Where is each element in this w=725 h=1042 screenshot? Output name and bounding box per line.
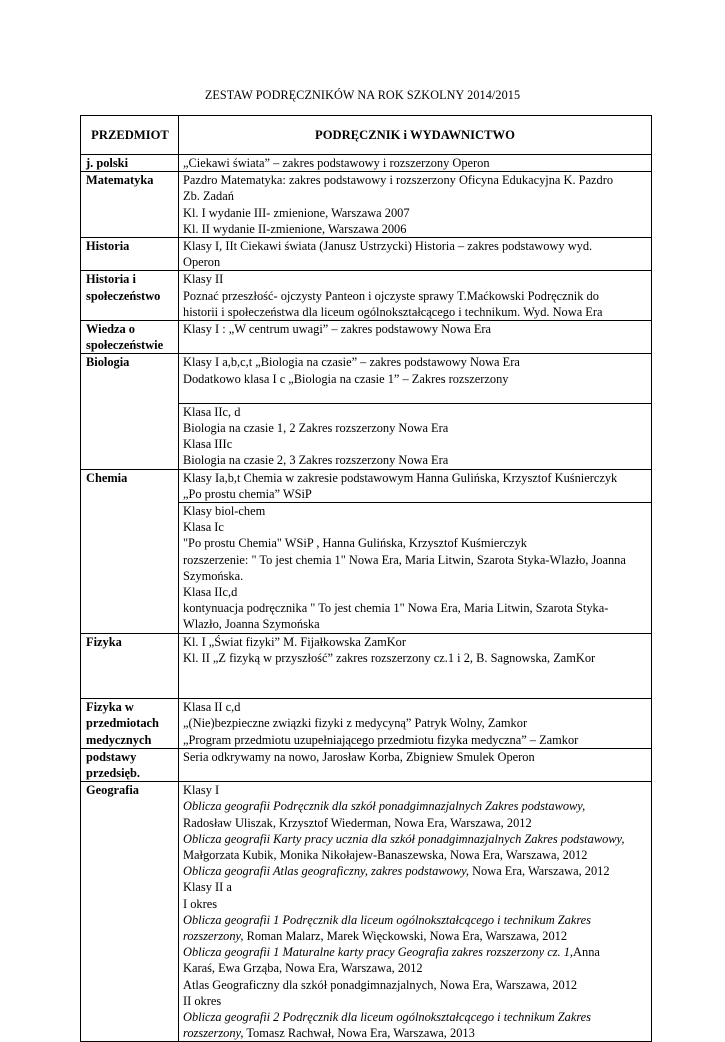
book-authors: Tomasz Rachwał, Nowa Era, Warszawa, 2013	[243, 1026, 475, 1041]
book-line: „Po prostu chemia” WSiP	[183, 486, 312, 501]
table-row-biologia	[81, 354, 652, 403]
book-line: Dodatkowo klasa I c „Biologia na czasie 1” – Zakres rozszerzony	[183, 371, 509, 386]
book-title: Oblicza geografii 2 Podręcznik dla liceum ogólnokształcącego i technikum Zakres	[183, 1009, 592, 1024]
book-line: Biologia na czasie 2, 3 Zakres rozszerzony Nowa Era	[183, 453, 449, 468]
book-line: Klasa II c,d	[183, 700, 241, 715]
book-line: Radosław Uliszak, Krzysztof Wiederman, Nowa Era, Warszawa, 2012	[183, 815, 532, 830]
book-line: Małgorzata Kubik, Monika Nikołajew-Banaszewska, Nowa Era, Warszawa, 2012	[183, 847, 588, 862]
book-line: Szymońska.	[183, 568, 244, 583]
book-line: I okres	[183, 896, 218, 911]
book-line: Wlazło, Joanna Szymońska	[183, 617, 320, 632]
table-row-podstawy-przedsiebiorczosci	[81, 748, 652, 781]
books-cell	[179, 699, 652, 749]
books-cell	[179, 633, 652, 698]
book-line	[183, 1025, 647, 1041]
subject-label: Chemia	[86, 470, 128, 485]
subject-label: Geografia	[86, 783, 139, 798]
header-subject: PRZEDMIOT	[81, 116, 179, 155]
books-cell	[179, 782, 652, 1042]
book-line: II okres	[183, 993, 222, 1008]
book-line	[183, 831, 647, 847]
table-row-wiedza-o-spoleczenstwie	[81, 321, 652, 354]
book-line: Klasy I a,b,c,t „Biologia na czasie” – zakres podstawowy Nowa Era	[183, 355, 520, 370]
book-publisher: Nowa Era, Warszawa, 2012	[469, 864, 610, 879]
book-title: Oblicza geografii 1 Maturalne karty pracy Geografia zakres rozszerzony cz. 1,	[183, 945, 574, 960]
subject-cell	[81, 699, 179, 749]
blank-line	[183, 666, 647, 682]
page-title: ZESTAW PODRĘCZNIKÓW NA ROK SZKOLNY 2014/2015	[204, 88, 521, 102]
table-row-fizyka	[81, 633, 652, 698]
book-line: Karaś, Ewa Grząba, Nowa Era, Warszawa, 2012	[183, 961, 423, 976]
books-cell	[179, 172, 652, 238]
book-line: „Program przedmiotu uzupełniającego przedmiotu fizyka medyczna” – Zamkor	[183, 732, 579, 747]
subject-label: j. polski	[86, 156, 129, 170]
subject-label: Fizyka w	[86, 700, 134, 715]
book-line: Biologia na czasie 1, 2 Zakres rozszerzony Nowa Era	[183, 421, 449, 436]
book-line: Klasy II	[183, 272, 224, 287]
book-line	[183, 912, 647, 928]
book-line: Seria odkrywamy na nowo, Jarosław Korba, Zbigniew Smulek Operon	[183, 749, 535, 764]
book-title: rozszerzony,	[183, 1026, 244, 1041]
table-row-historia-i-spoleczenstwo	[81, 271, 652, 321]
book-line: Klasy II a	[183, 880, 232, 895]
table-row-chemia	[81, 469, 652, 502]
table-row-historia	[81, 238, 652, 271]
book-line: Poznać przeszłość- ojczysty Panteon i ojczyste sprawy T.Maćkowski Podręcznik do	[183, 288, 599, 303]
book-line: „(Nie)bezpieczne związki fizyki z medycyną” Patryk Wolny, Zamkor	[183, 716, 528, 731]
subject-label: medycznych	[86, 732, 152, 747]
book-title: Oblicza geografii 1 Podręcznik dla liceum ogólnokształcącego i technikum Zakres	[183, 912, 592, 927]
subject-cell	[81, 238, 179, 271]
subject-label: Historia	[86, 239, 130, 254]
book-line: Kl. I „Świat fizyki” M. Fijałkowska ZamKor	[183, 634, 406, 649]
book-line: Kl. II wydanie II-zmienione, Warszawa 2006	[183, 221, 407, 236]
book-line: Klasa IIIc	[183, 437, 233, 452]
book-line: Atlas Geograficzny dla szkół ponadgimnazjalnych, Nowa Era, Warszawa, 2012	[183, 977, 578, 992]
subject-cell	[81, 469, 179, 633]
book-title: rozszerzony,	[183, 928, 244, 943]
books-cell	[179, 321, 652, 354]
subject-cell	[81, 155, 179, 172]
book-line: Klasy I	[183, 783, 220, 798]
book-line: „Ciekawi świata” – zakres podstawowy i rozszerzony Operon	[183, 156, 490, 170]
book-title: Oblicza geografii Podręcznik dla szkół ponadgimnazjalnych Zakres podstawowy,	[183, 799, 586, 814]
subject-label: przedmiotach	[86, 716, 159, 731]
book-line: Operon	[183, 255, 221, 270]
books-cell	[179, 155, 652, 172]
subject-label: przedsięb.	[86, 765, 141, 780]
book-line: Klasy Ia,b,t Chemia w zakresie podstawowym Hanna Gulińska, Krzysztof Kuśnierczyk	[183, 470, 618, 485]
book-line: Pazdro Matematyka: zakres podstawowy i rozszerzony Oficyna Edukacyjna K. Pazdro	[183, 173, 614, 188]
book-authors: Anna	[573, 945, 600, 960]
book-line: kontynuacja podręcznika " To jest chemia 1" Nowa Era, Maria Litwin, Szarota Styka-	[183, 601, 609, 616]
subject-cell	[81, 748, 179, 781]
subject-label: społeczeństwo	[86, 288, 161, 303]
subject-cell	[81, 271, 179, 321]
book-line: Zb. Zadań	[183, 189, 234, 204]
book-line: rozszerzenie: " To jest chemia 1" Nowa Era, Maria Litwin, Szarota Styka-Wlazło, Joanna	[183, 552, 626, 567]
book-title: Oblicza geografii Atlas geograficzny, zakres podstawowy,	[183, 864, 470, 879]
books-cell	[179, 271, 652, 321]
subject-label: Biologia	[86, 355, 130, 370]
book-line	[183, 944, 647, 960]
book-title: Oblicza geografii Karty pracy ucznia dla szkół ponadgimnazjalnych Zakres podstawowy,	[183, 831, 625, 846]
book-authors: Roman Malarz, Marek Więckowski, Nowa Era, Warszawa, 2012	[243, 928, 568, 943]
table-row-geografia	[81, 782, 652, 1042]
books-cell	[179, 403, 652, 469]
book-line	[183, 1009, 647, 1025]
header-books: PODRĘCZNIK i WYDAWNICTWO	[179, 116, 652, 155]
table-row-fizyka-medyczna	[81, 699, 652, 749]
textbook-table	[80, 115, 652, 1042]
books-cell	[179, 748, 652, 781]
subject-label: społeczeństwie	[86, 338, 164, 353]
table-row-matematyka	[81, 172, 652, 238]
books-cell	[179, 354, 652, 403]
book-line: Klasa IIc, d	[183, 404, 241, 419]
subject-label: podstawy	[86, 749, 137, 764]
book-line	[183, 798, 647, 814]
book-line: Kl. I wydanie III- zmienione, Warszawa 2007	[183, 205, 410, 220]
subject-cell	[81, 321, 179, 354]
subject-cell	[81, 354, 179, 469]
book-line: historii i społeczeństwa dla liceum ogólnokształcącego i technikum. Wyd. Nowa Era	[183, 304, 603, 319]
subject-cell	[81, 172, 179, 238]
books-cell	[179, 469, 652, 502]
table-row-polski	[81, 155, 652, 172]
book-line: Klasa IIc,d	[183, 585, 238, 600]
subject-label: Historia i	[86, 272, 136, 287]
book-line: "Po prostu Chemia" WSiP , Hanna Gulińska, Krzysztof Kuśmierczyk	[183, 536, 527, 551]
book-line	[183, 863, 647, 879]
book-line: Klasy I : „W centrum uwagi” – zakres podstawowy Nowa Era	[183, 322, 492, 337]
subject-label: Matematyka	[86, 173, 154, 188]
subject-label: Wiedza o	[86, 322, 135, 337]
blank-line	[183, 387, 647, 403]
books-cell	[179, 238, 652, 271]
table-header-row	[81, 116, 652, 155]
book-line	[183, 928, 647, 944]
book-line: Klasa Ic	[183, 520, 224, 535]
book-line: Klasy I, IIt Ciekawi świata (Janusz Ustrzycki) Historia – zakres podstawowy wyd.	[183, 239, 593, 254]
books-cell	[179, 503, 652, 634]
subject-cell	[81, 633, 179, 698]
subject-cell	[81, 782, 179, 1042]
subject-label: Fizyka	[86, 634, 122, 649]
book-line: Klasy biol-chem	[183, 504, 266, 519]
blank-line	[183, 682, 647, 698]
book-line: Kl. II „Z fizyką w przyszłość” zakres rozszerzony cz.1 i 2, B. Sagnowska, ZamKor	[183, 650, 596, 665]
